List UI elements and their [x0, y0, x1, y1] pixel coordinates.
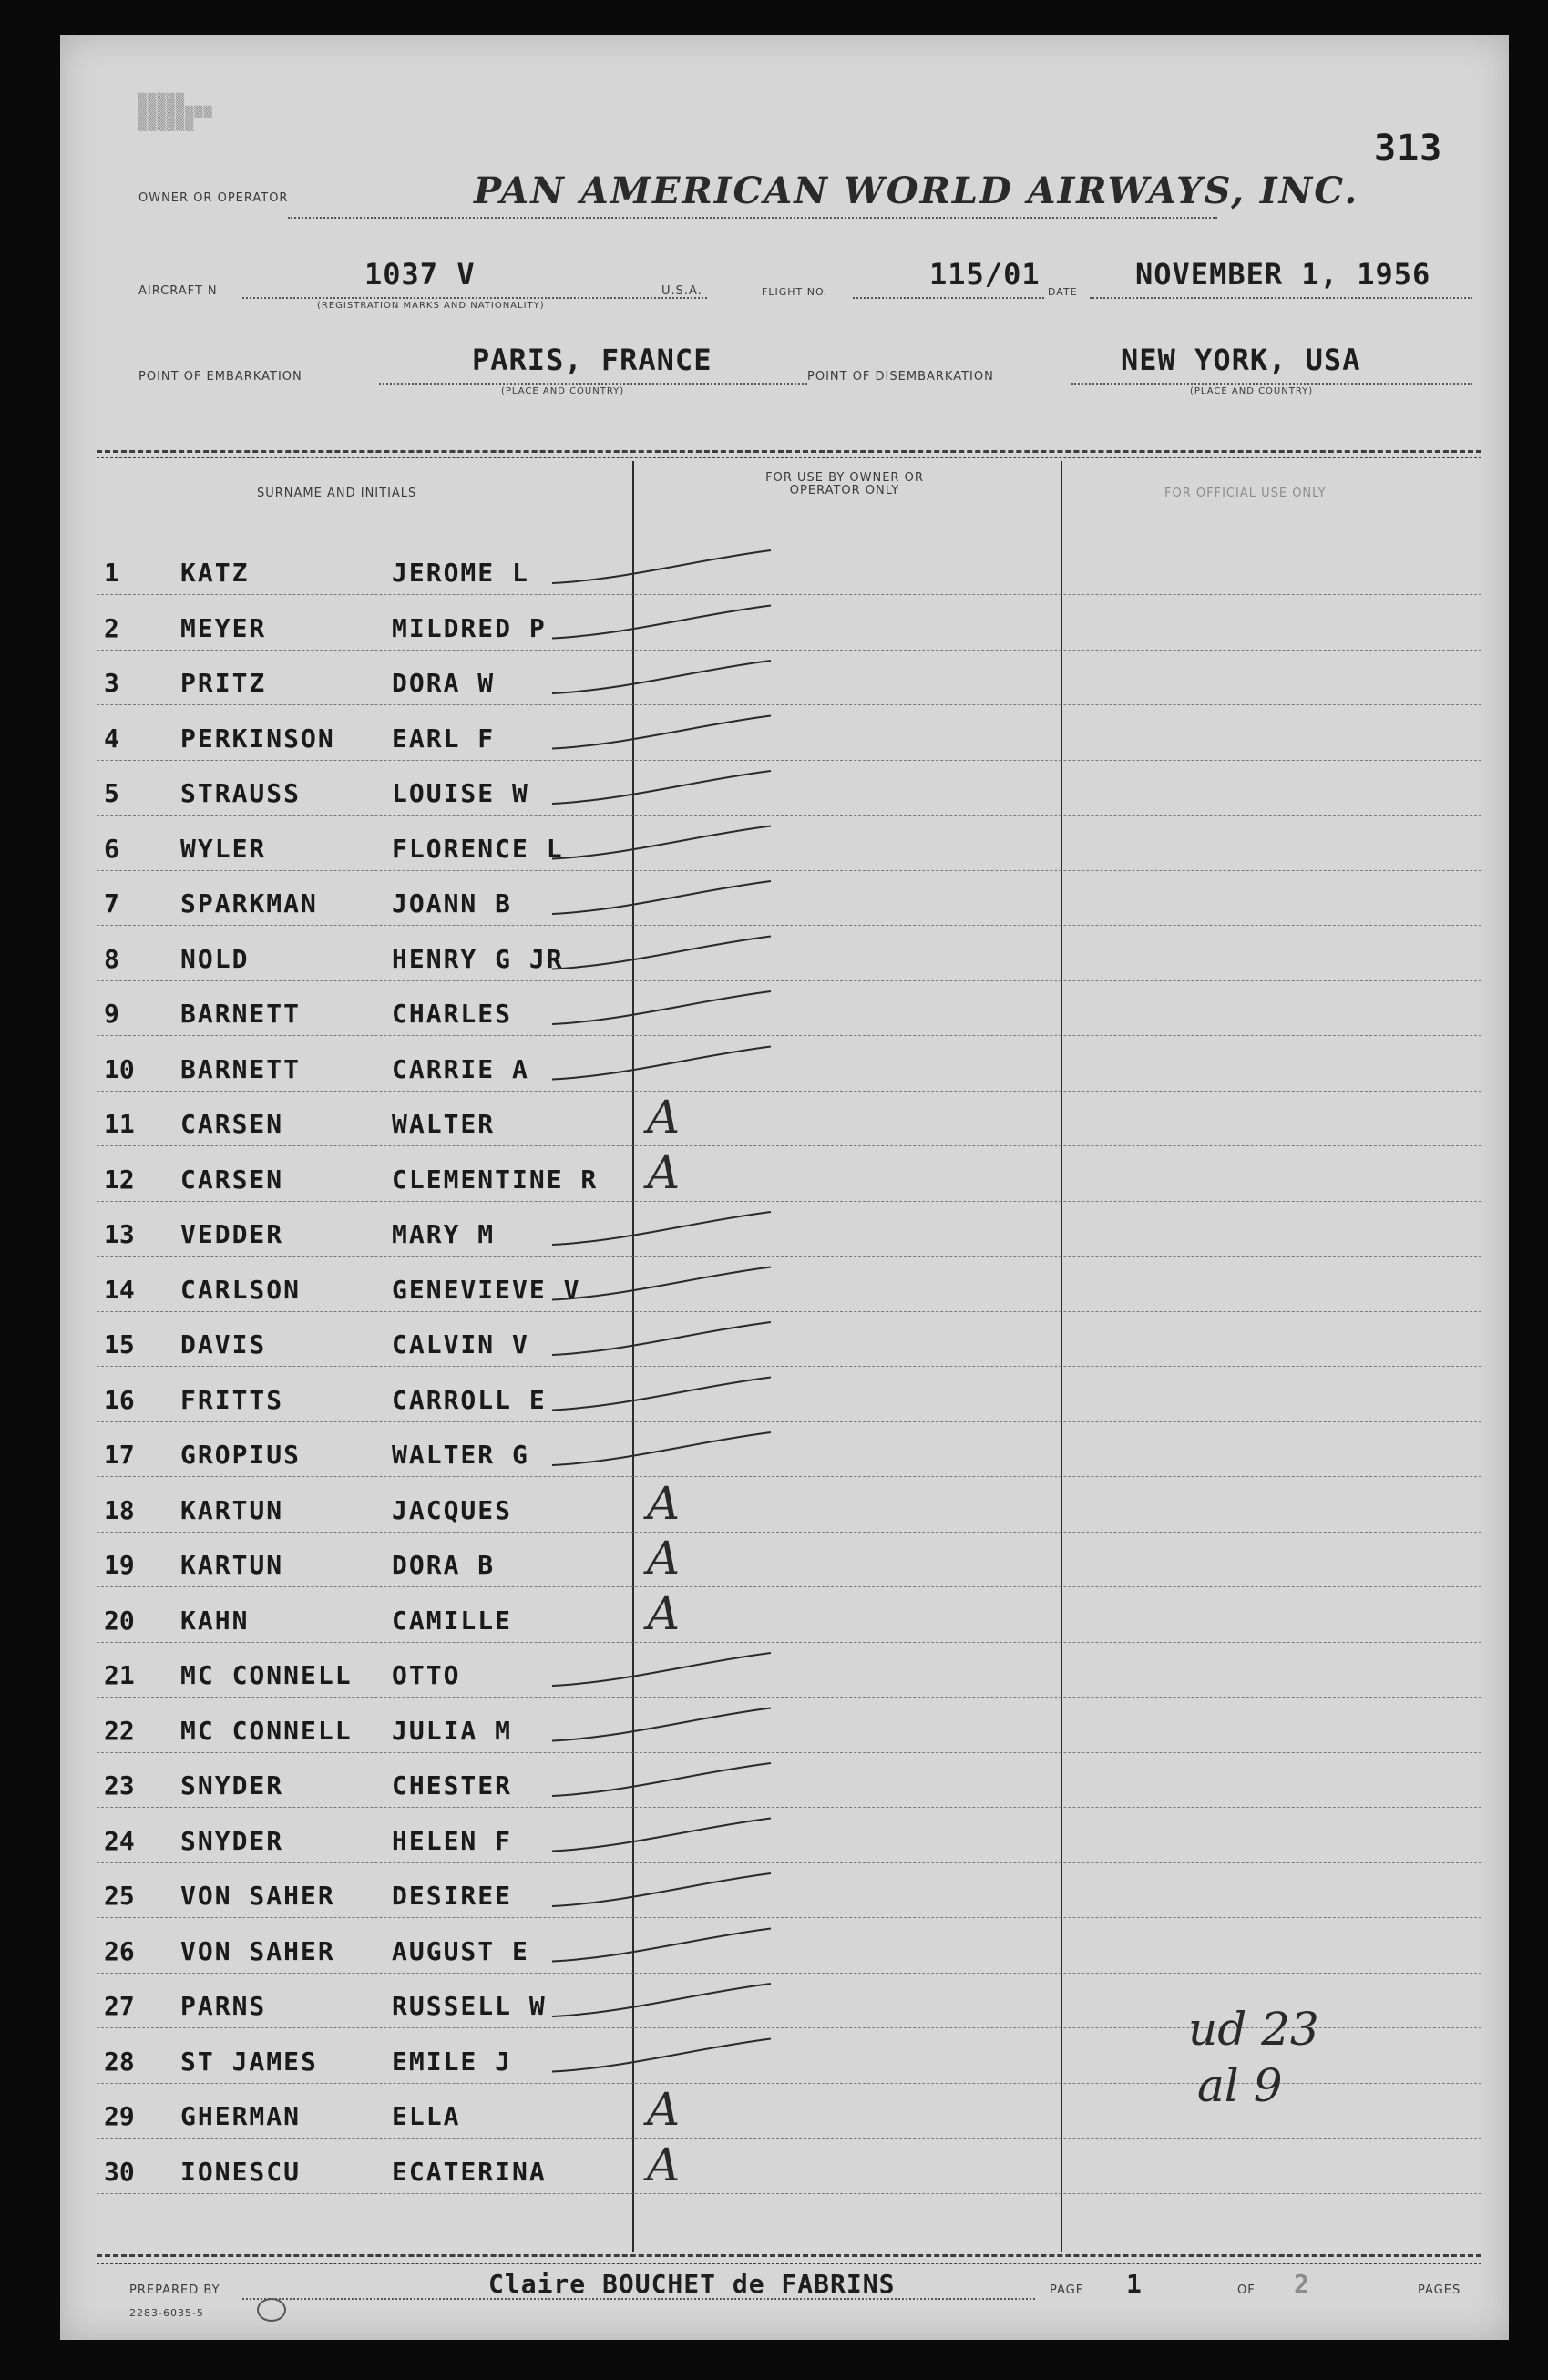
passenger-given-name: JOANN B	[392, 888, 513, 918]
row-number: 11	[104, 1109, 135, 1139]
approved-stamp: ▒▒▒▒▒ ▒▒▒▒▒▒▒▒ ▒▒▒▒▒▒	[138, 93, 213, 131]
row-number: 18	[104, 1494, 135, 1525]
passenger-given-name: DESIREE	[392, 1881, 513, 1911]
row-number: 29	[104, 2101, 135, 2131]
check-stroke	[552, 991, 771, 1024]
passenger-surname: BARNETT	[180, 999, 302, 1029]
check-stroke	[552, 1267, 771, 1300]
passenger-surname: VON SAHER	[180, 1881, 335, 1911]
passenger-surname: CARSEN	[180, 1164, 284, 1195]
row-number: 22	[104, 1715, 135, 1746]
passenger-given-name: CARROLL E	[392, 1384, 547, 1415]
page-number: 313	[1374, 128, 1443, 169]
passenger-surname: PARNS	[180, 1991, 267, 2021]
disembark-sub: (PLACE AND COUNTRY)	[1190, 386, 1314, 396]
aircraft-value: 1037 V	[364, 257, 476, 292]
row-number: 5	[104, 778, 119, 808]
row-number: 20	[104, 1605, 135, 1636]
passenger-given-name: JACQUES	[392, 1494, 513, 1525]
passenger-given-name: DORA B	[392, 1550, 496, 1580]
page-label: PAGE	[1050, 2283, 1084, 2297]
check-stroke	[552, 1378, 771, 1411]
passenger-surname: SPARKMAN	[180, 888, 318, 918]
manifest-page	[60, 35, 1509, 2340]
passenger-surname: STRAUSS	[180, 778, 302, 808]
passenger-surname: PRITZ	[180, 668, 267, 698]
passenger-surname: VON SAHER	[180, 1935, 335, 1966]
passenger-given-name: MARY M	[392, 1219, 496, 1249]
col-header-owner: FOR USE BY OWNER OR OPERATOR ONLY	[765, 471, 924, 498]
passenger-surname: KAHN	[180, 1605, 250, 1636]
check-stroke	[552, 1708, 771, 1741]
col-header-surname: SURNAME AND INITIALS	[257, 487, 417, 500]
check-stroke	[552, 716, 771, 749]
check-stroke	[552, 1653, 771, 1686]
passenger-surname: CARLSON	[180, 1274, 302, 1305]
owner-mark: A	[647, 2083, 681, 2136]
official-note-1: ud 23	[1188, 2003, 1319, 2056]
row-number: 12	[104, 1164, 135, 1195]
check-stroke	[552, 937, 771, 969]
row-number: 2	[104, 612, 119, 643]
owner-mark: A	[647, 1586, 681, 1640]
check-stroke	[552, 1322, 771, 1355]
of-label: OF	[1237, 2283, 1256, 2297]
passenger-given-name: RUSSELL W	[392, 1991, 547, 2021]
passenger-given-name: JEROME L	[392, 558, 529, 588]
pages-label: PAGES	[1418, 2283, 1461, 2297]
passenger-surname: KARTUN	[180, 1550, 284, 1580]
passenger-given-name: WALTER G	[392, 1440, 529, 1470]
embark-value: PARIS, FRANCE	[472, 343, 712, 377]
row-number: 16	[104, 1384, 135, 1415]
disembark-value: NEW YORK, USA	[1121, 343, 1361, 377]
check-stroke	[552, 1929, 771, 1962]
passenger-surname: DAVIS	[180, 1329, 267, 1359]
passenger-surname: BARNETT	[180, 1053, 302, 1084]
passenger-given-name: OTTO	[392, 1660, 461, 1690]
passenger-given-name: GENEVIEVE V	[392, 1274, 581, 1305]
date-value: NOVEMBER 1, 1956	[1135, 257, 1431, 292]
check-stroke	[552, 550, 771, 583]
col-header-official: FOR OFFICIAL USE ONLY	[1164, 487, 1327, 500]
row-number: 10	[104, 1053, 135, 1084]
embark-label: POINT OF EMBARKATION	[138, 370, 302, 384]
row-number: 26	[104, 1935, 135, 1966]
passenger-given-name: EMILE J	[392, 2046, 513, 2077]
passenger-given-name: HELEN F	[392, 1825, 513, 1856]
passenger-given-name: LOUISE W	[392, 778, 529, 808]
row-number: 1	[104, 558, 119, 588]
check-stroke	[552, 1984, 771, 2016]
prepared-label: PREPARED BY	[129, 2283, 220, 2297]
passenger-given-name: CHARLES	[392, 999, 513, 1029]
row-number: 4	[104, 723, 119, 754]
passenger-given-name: FLORENCE L	[392, 833, 564, 864]
check-stroke	[552, 881, 771, 914]
check-stroke	[552, 661, 771, 693]
prepared-value: Claire BOUCHET de FABRINS	[488, 2269, 896, 2299]
passenger-surname: ST JAMES	[180, 2046, 318, 2077]
passenger-surname: GHERMAN	[180, 2101, 302, 2131]
passenger-given-name: AUGUST E	[392, 1935, 529, 1966]
owner-mark: A	[647, 1476, 681, 1530]
check-stroke	[552, 606, 771, 639]
passenger-surname: PERKINSON	[180, 723, 335, 754]
row-number: 19	[104, 1550, 135, 1580]
disembark-label: POINT OF DISEMBARKATION	[807, 370, 994, 384]
passenger-given-name: DORA W	[392, 668, 496, 698]
passenger-given-name: JULIA M	[392, 1715, 513, 1746]
row-number: 8	[104, 943, 119, 974]
row-number: 3	[104, 668, 119, 698]
passenger-surname: SNYDER	[180, 1825, 284, 1856]
check-stroke	[552, 1873, 771, 1906]
passenger-given-name: EARL F	[392, 723, 496, 754]
owner-mark: A	[647, 1145, 681, 1199]
official-note-2: al 9	[1197, 2059, 1283, 2112]
row-number: 28	[104, 2046, 135, 2077]
row-number: 14	[104, 1274, 135, 1305]
passenger-surname: MC CONNELL	[180, 1660, 353, 1690]
passenger-surname: FRITTS	[180, 1384, 284, 1415]
owner-label: OWNER OR OPERATOR	[138, 191, 289, 205]
passenger-given-name: WALTER	[392, 1109, 496, 1139]
usa-label: U.S.A.	[661, 284, 702, 298]
passenger-surname: GROPIUS	[180, 1440, 302, 1470]
passenger-given-name: CAMILLE	[392, 1605, 513, 1636]
row-number: 13	[104, 1219, 135, 1249]
passenger-given-name: CLEMENTINE R	[392, 1164, 599, 1195]
check-stroke	[552, 1432, 771, 1465]
row-number: 7	[104, 888, 119, 918]
check-stroke	[552, 1763, 771, 1796]
row-number: 15	[104, 1329, 135, 1359]
passenger-given-name: ECATERINA	[392, 2156, 547, 2187]
passenger-given-name: MILDRED P	[392, 612, 547, 643]
flight-label: FLIGHT NO.	[762, 286, 828, 298]
check-stroke	[552, 1212, 771, 1245]
owner-mark: A	[647, 1532, 681, 1585]
row-number: 30	[104, 2156, 135, 2187]
check-strokes-layer	[60, 35, 1509, 2340]
passenger-surname: VEDDER	[180, 1219, 284, 1249]
row-number: 24	[104, 1825, 135, 1856]
check-stroke	[552, 2039, 771, 2072]
owner-mark: A	[647, 1091, 681, 1144]
row-number: 17	[104, 1440, 135, 1470]
flight-value: 115/01	[929, 257, 1041, 292]
aircraft-sub: (REGISTRATION MARKS AND NATIONALITY)	[317, 301, 545, 311]
check-stroke	[552, 771, 771, 804]
check-stroke	[552, 1047, 771, 1080]
passenger-surname: SNYDER	[180, 1770, 284, 1800]
passenger-given-name: CARRIE A	[392, 1053, 529, 1084]
passenger-surname: KATZ	[180, 558, 250, 588]
passenger-given-name: ELLA	[392, 2101, 461, 2131]
row-number: 25	[104, 1881, 135, 1911]
aircraft-label: AIRCRAFT N	[138, 284, 218, 298]
passenger-surname: KARTUN	[180, 1494, 284, 1525]
passenger-surname: MEYER	[180, 612, 267, 643]
page-value: 1	[1126, 2269, 1143, 2299]
passenger-given-name: CALVIN V	[392, 1329, 529, 1359]
owner-name: PAN AMERICAN WORLD AIRWAYS, INC.	[474, 169, 1359, 212]
check-stroke	[552, 826, 771, 859]
row-number: 6	[104, 833, 119, 864]
passenger-surname: MC CONNELL	[180, 1715, 353, 1746]
passenger-surname: CARSEN	[180, 1109, 284, 1139]
passenger-surname: IONESCU	[180, 2156, 302, 2187]
owner-mark: A	[647, 2138, 681, 2191]
passenger-given-name: HENRY G JR	[392, 943, 564, 974]
form-code: 2283-6035-5	[129, 2307, 204, 2319]
date-label: DATE	[1048, 286, 1078, 298]
passenger-surname: WYLER	[180, 833, 267, 864]
passenger-surname: NOLD	[180, 943, 250, 974]
passenger-given-name: CHESTER	[392, 1770, 513, 1800]
embark-sub: (PLACE AND COUNTRY)	[501, 386, 625, 396]
row-number: 27	[104, 1991, 135, 2021]
row-number: 21	[104, 1660, 135, 1690]
of-value: 2	[1294, 2269, 1310, 2299]
check-stroke	[552, 1819, 771, 1852]
row-number: 9	[104, 999, 119, 1029]
row-number: 23	[104, 1770, 135, 1800]
